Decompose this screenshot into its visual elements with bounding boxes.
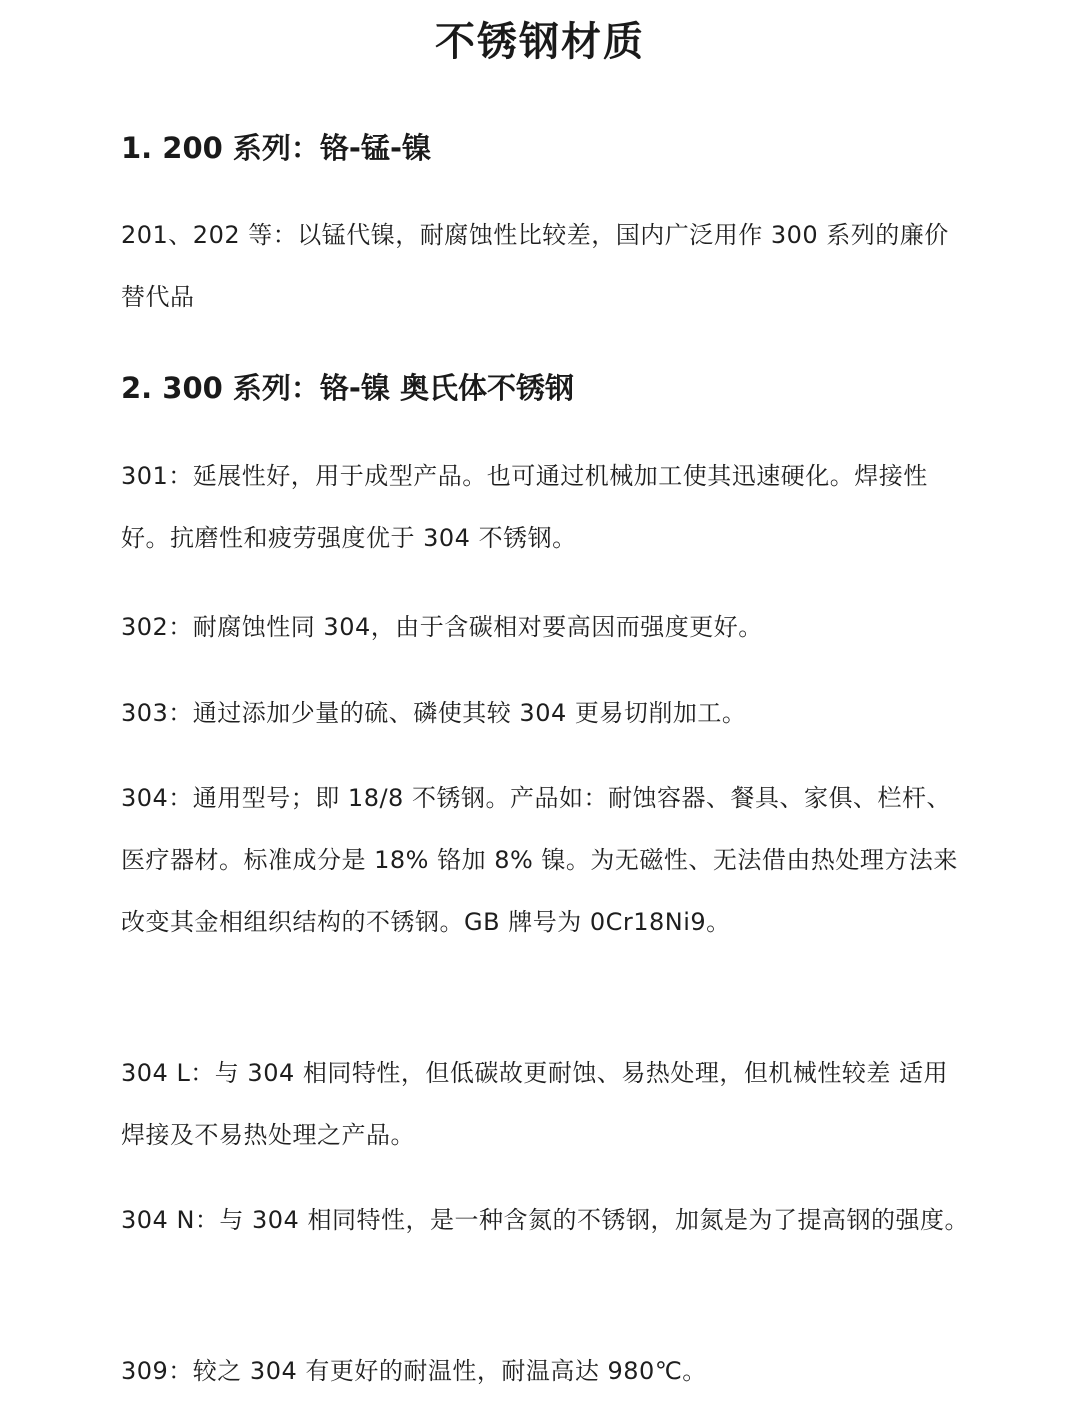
paragraph-303: 303：通过添加少量的硫、磷使其较 304 更易切削加工。 xyxy=(121,699,747,727)
section-heading-200-series: 1. 200 系列：铬-锰-镍 xyxy=(121,131,431,165)
paragraph-302: 302：耐腐蚀性同 304，由于含碳相对要高因而强度更好。 xyxy=(121,613,763,641)
paragraph-309: 309：较之 304 有更好的耐温性，耐温高达 980℃。 xyxy=(121,1357,707,1385)
paragraph-304: 304：通用型号；即 18/8 不锈钢。产品如：耐蚀容器、餐具、家俱、栏杆、医疗器材。标准成分是 18% 铬加 8% 镍。为无磁性、无法借由热处理方法来改变其金相组织结构的不锈钢。GB 牌号为 0Cr18Ni9。 xyxy=(121,784,958,936)
page-title: 不锈钢材质 xyxy=(435,18,645,65)
paragraph-304L: 304 L：与 304 相同特性，但低碳故更耐蚀、易热处理，但机械性较差 适用焊接及不易热处理之产品。 xyxy=(121,1059,949,1149)
paragraph-301: 301：延展性好，用于成型产品。也可通过机械加工使其迅速硬化。焊接性好。抗磨性和疲劳强度优于 304 不锈钢。 xyxy=(121,462,928,552)
paragraph-304N: 304 N：与 304 相同特性，是一种含氮的不锈钢，加氮是为了提高钢的强度。 xyxy=(121,1206,969,1234)
section-heading-300-series: 2. 300 系列：铬-镍 奥氏体不锈钢 xyxy=(121,371,575,405)
paragraph-201-202: 201、202 等：以锰代镍，耐腐蚀性比较差，国内广泛用作 300 系列的廉价替代品 xyxy=(121,221,949,311)
